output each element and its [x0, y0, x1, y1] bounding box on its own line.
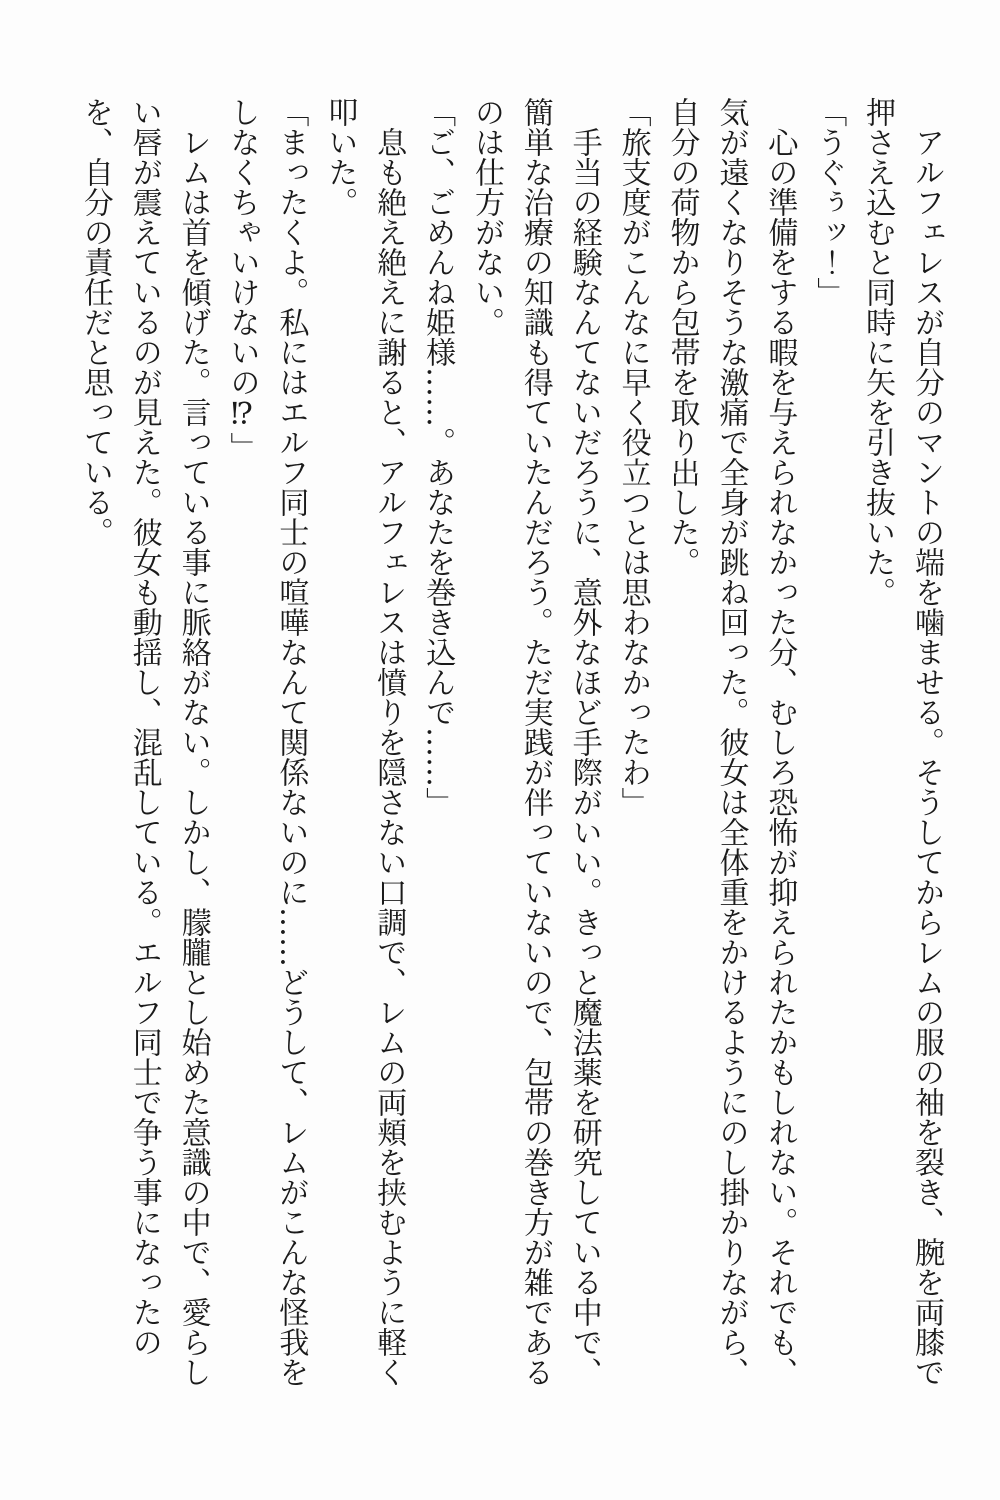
- vertical-text-area: [50, 97, 950, 1390]
- paragraph-narrative-4: 息も絶え絶えに謝ると、アルフェレスは憤りを隠さない口調で、レムの両頬を挟むように軽く叩いた。: [322, 97, 407, 1387]
- paragraph-narrative-3: 手当の経験なんてないだろうに、意外なほど手際がいい。きっと魔法薬を研究している中で、簡単な治療の知識も得ていたんだろう。ただ実践が伴っていないので、包帯の巻き方が雑であるのは仕方がない。: [468, 97, 602, 1387]
- paragraph-dialogue-4: 「まったくよ。私にはエルフ同士の喧嘩なんて関係ないのに……どうして、レムがこんな怪我をしなくちゃいけないの⁉」: [224, 97, 309, 1387]
- paragraph-dialogue-2: 「旅支度がこんなに早く役立つとは思わなかったわ」: [615, 97, 651, 817]
- paragraph-narrative-5: レムは首を傾げた。言っている事に脈絡がない。しかし、朦朧とし始めた意識の中で、愛らしい唇が震えているのが見えた。彼女も動揺し、混乱している。エルフ同士で争う事になったのを、自分の責任だと思っている。: [77, 97, 211, 1387]
- paragraph-narrative-1: アルフェレスが自分のマントの端を噛ませる。そうしてからレムの服の袖を裂き、腕を両膝で押さえ込むと同時に矢を引き抜いた。: [860, 97, 944, 1387]
- paragraph-dialogue-1: 「うぐぅッ！」: [811, 97, 847, 307]
- paragraph-dialogue-3: 「ご、ごめんね姫様……。あなたを巻き込んで……」: [420, 97, 456, 817]
- paragraph-narrative-2: 心の準備をする暇を与えられなかった分、むしろ恐怖が抑えられたかもしれない。それでも、気が遠くなりそうな激痛で全身が跳ね回った。彼女は全体重をかけるようにのし掛かりながら、自分の荷物から包帯を取り出した。: [664, 97, 798, 1387]
